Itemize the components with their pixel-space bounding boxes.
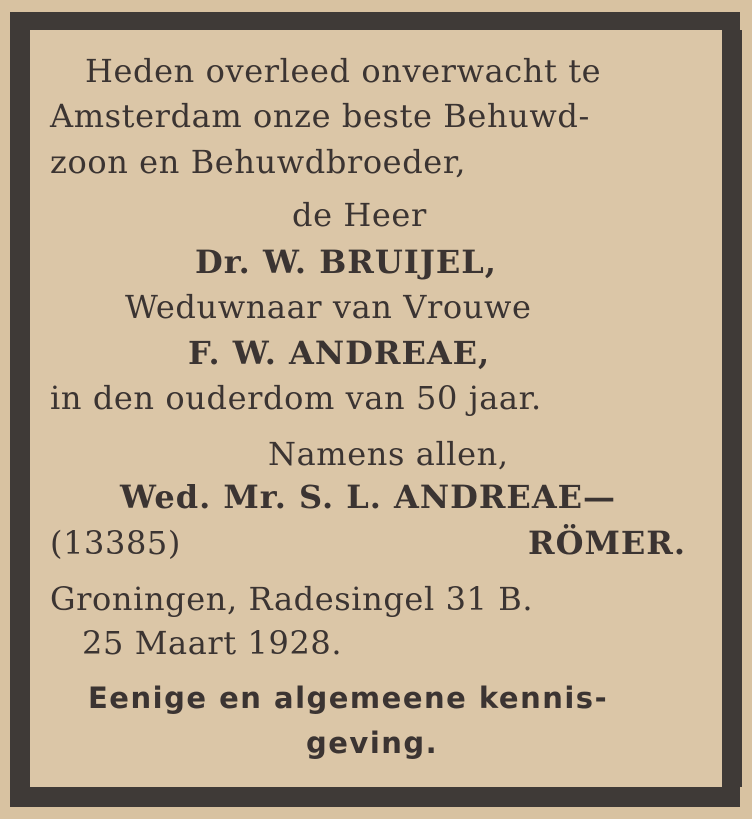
notice-line: Namens allen, — [268, 435, 509, 473]
deceased-name: Dr. W. BRUIJEL, — [195, 243, 497, 281]
top-border — [10, 12, 740, 30]
bottom-border — [10, 787, 740, 807]
date-line: 25 Maart 1928. — [82, 624, 343, 662]
notice-line: Amsterdam onze beste Behuwd- — [50, 97, 590, 135]
signatory-surname: RÖMER. — [528, 524, 687, 562]
notice-footer: geving. — [306, 726, 439, 760]
notice-line: de Heer — [292, 196, 427, 234]
right-border — [722, 30, 742, 787]
notice-line: Weduwnaar van Vrouwe — [125, 288, 532, 326]
reference-number: (13385) — [50, 524, 181, 562]
notice-footer: Eenige en algemeene kennis- — [88, 681, 609, 715]
address-line: Groningen, Radesingel 31 B. — [50, 580, 534, 618]
spouse-name: F. W. ANDREAE, — [188, 334, 491, 372]
notice-line: in den ouderdom van 50 jaar. — [50, 379, 542, 417]
left-border — [10, 30, 30, 787]
notice-line: zoon en Behuwdbroeder, — [50, 143, 466, 181]
notice-line: Heden overleed onverwacht te — [85, 52, 602, 90]
signatory-name: Wed. Mr. S. L. ANDREAE— — [120, 478, 617, 516]
death-notice — [30, 30, 722, 787]
